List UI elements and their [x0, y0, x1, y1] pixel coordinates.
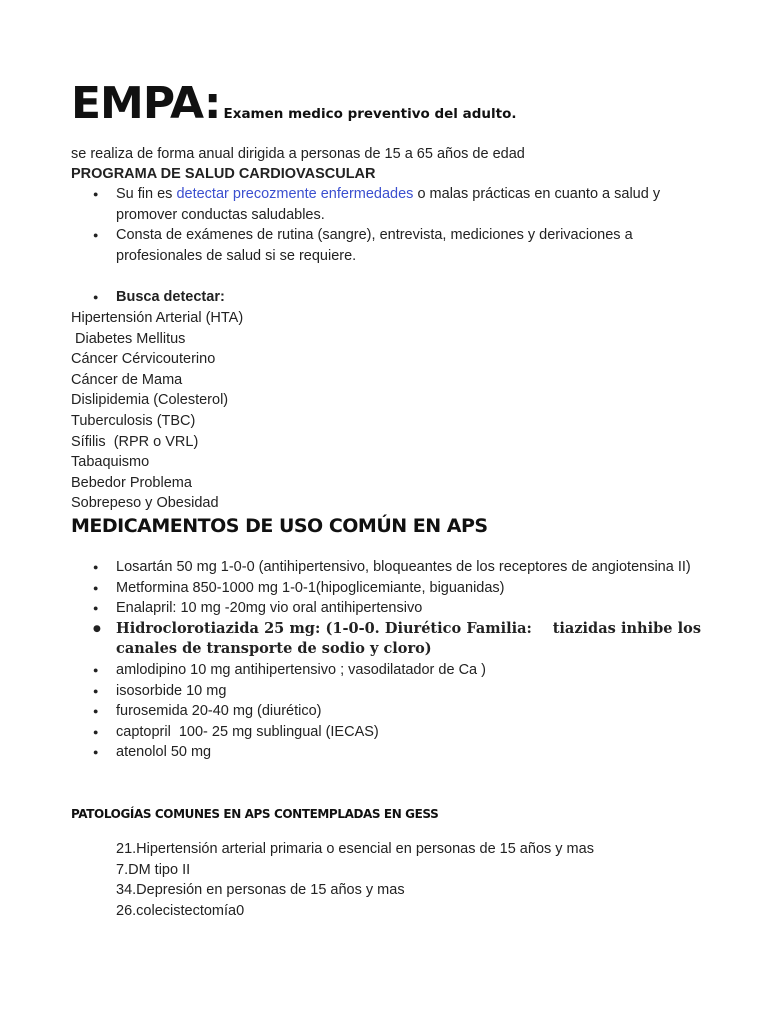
detect-item-4: Cáncer de Mama [71, 371, 183, 388]
program-bullet-list [71, 184, 701, 266]
detect-bullet-list [71, 287, 701, 308]
detect-item-3: Cáncer Cérvicouterino [71, 351, 216, 368]
meds-heading: MEDICAMENTOS DE USO COMÚN EN APS [71, 515, 488, 537]
med-item-5: ● amlodipino 10 mg antihipertensivo ; vasodilatador de Ca ) [71, 660, 701, 681]
page-subtitle: Examen medico preventivo del adulto. [223, 106, 517, 122]
detect-item-8: Tabaquismo [71, 454, 150, 471]
detect-item-9: Bebedor Problema [71, 474, 192, 491]
detect-item-7: Sífilis (RPR o VRL) [71, 433, 199, 450]
med-item-2: ● Metformina 850-1000 mg 1-0-1(hipoglicemiante, biguanidas) [71, 578, 701, 599]
med-item-9: ● atenolol 50 mg [71, 742, 701, 763]
med-item-6: ● isosorbide 10 mg [71, 681, 701, 702]
meds-bullet-list [71, 557, 707, 763]
gess-heading: PATOLOGÍAS COMUNES EN APS CONTEMPLADAS EN GESS [71, 807, 439, 821]
gess-item-3: 34.Depresión en personas de 15 años y mas [116, 882, 405, 899]
program-bullet-1-post: o malas prácticas en cuanto a salud y promover conductas saludables. [116, 186, 661, 223]
detect-label: ● Busca detectar: [71, 287, 701, 308]
intro-text: se realiza de forma anual dirigida a personas de 15 a 65 años de edad [71, 146, 525, 162]
med-item-1: ● Losartán 50 mg 1-0-0 (antihipertensivo, bloqueantes de los receptores de angiotensina II) [71, 557, 701, 578]
program-title: PROGRAMA DE SALUD CARDIOVASCULAR [71, 166, 376, 182]
detect-item-10: Sobrepeso y Obesidad [71, 495, 219, 512]
title-line [71, 78, 517, 129]
gess-list [116, 839, 594, 921]
med-item-8: ● captopril 100- 25 mg sublingual (IECAS) [71, 722, 701, 743]
gess-item-2: 7.DM tipo II [116, 861, 191, 878]
page-title: EMPA: [71, 78, 221, 129]
detect-item-1: Hipertensión Arterial (HTA) [71, 310, 244, 326]
detect-item-5: Dislipidemia (Colesterol) [71, 392, 229, 409]
precocious-detection-link[interactable]: detectar precozmente enfermedades [176, 186, 414, 202]
program-bullet-1 [71, 184, 701, 225]
gess-item-4: 26.colecistectomía0 [116, 902, 245, 919]
program-bullet-2: ● Consta de exámenes de rutina (sangre), entrevista, mediciones y derivaciones a profesionales de salud si se requiere. [71, 225, 701, 266]
med-item-7: ● furosemida 20-40 mg (diurético) [71, 701, 701, 722]
detect-item-2: Diabetes Mellitus [71, 330, 186, 347]
program-bullet-1-pre: Su fin es [116, 186, 177, 202]
med-item-3: ● Enalapril: 10 mg -20mg vio oral antihipertensivo [71, 598, 701, 619]
med-item-4: ● Hidroclorotiazida 25 mg: (1-0-0. Diurético Familia: tiazidas inhibe los canales de transporte de sodio y cloro) [71, 619, 701, 660]
gess-item-1: 21.Hipertensión arterial primaria o esencial en personas de 15 años y mas [116, 841, 594, 857]
detect-item-6: Tuberculosis (TBC) [71, 413, 196, 429]
